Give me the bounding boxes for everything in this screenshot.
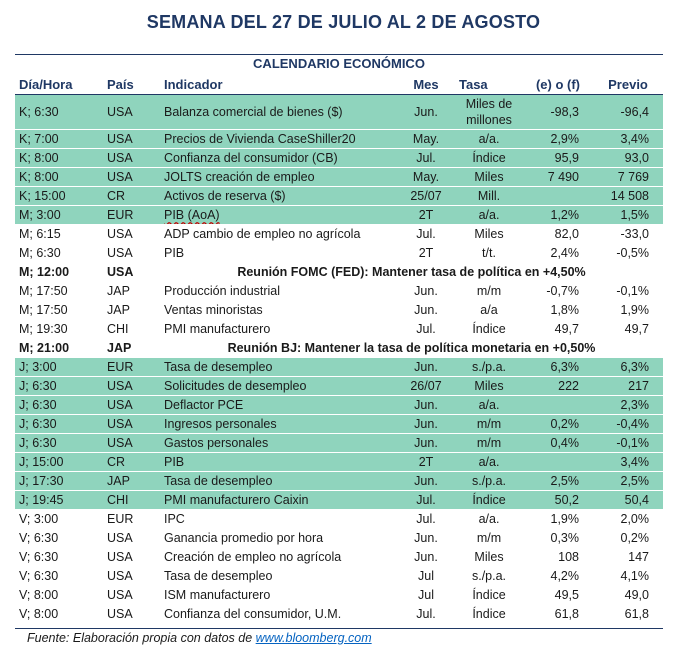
cell-mes: 2T — [397, 206, 455, 225]
cell-indicador: Creación de empleo no agrícola — [160, 548, 397, 567]
cell-dia: K; 6:30 — [15, 95, 103, 130]
cell-est: 108 — [523, 548, 593, 567]
cell-pais: CHI — [103, 320, 160, 339]
bottom-rule — [15, 628, 663, 629]
cell-indicador: PMI manufacturero Caixin — [160, 491, 397, 510]
cell-indicador: ISM manufacturero — [160, 586, 397, 605]
cell-mes: Jul — [397, 586, 455, 605]
cell-previo: -33,0 — [593, 225, 663, 244]
cell-pais: USA — [103, 529, 160, 548]
cell-indicador: Confianza del consumidor, U.M. — [160, 605, 397, 624]
cell-tasa: m/m — [455, 529, 523, 548]
cell-pais: CHI — [103, 491, 160, 510]
cell-mes: 25/07 — [397, 187, 455, 206]
table-row — [15, 358, 663, 377]
cell-est: 4,2% — [523, 567, 593, 586]
cell-mes: Jul — [397, 567, 455, 586]
cell-event: Reunión BJ: Mantener la tasa de política monetaria en +0,50% — [160, 339, 663, 358]
cell-est — [523, 396, 593, 415]
cell-previo: -96,4 — [593, 95, 663, 130]
cell-dia: V; 3:00 — [15, 510, 103, 529]
cell-mes: 2T — [397, 244, 455, 263]
cell-indicador: Solicitudes de desempleo — [160, 377, 397, 396]
cell-tasa: Miles — [455, 377, 523, 396]
cell-pais: EUR — [103, 206, 160, 225]
cell-dia: J; 19:45 — [15, 491, 103, 510]
table-row — [15, 396, 663, 415]
source-note — [27, 631, 372, 645]
cell-est: 6,3% — [523, 358, 593, 377]
cell-tasa: Miles — [455, 168, 523, 187]
cell-est: -0,7% — [523, 282, 593, 301]
cell-indicador: PMI manufacturero — [160, 320, 397, 339]
table-row — [15, 567, 663, 586]
cell-tasa: a/a. — [455, 510, 523, 529]
cell-mes: Jul. — [397, 149, 455, 168]
cell-mes: Jun. — [397, 434, 455, 453]
cell-previo: -0,5% — [593, 244, 663, 263]
source-link[interactable]: www.bloomberg.com — [255, 631, 372, 645]
cell-est: 2,9% — [523, 130, 593, 149]
cell-previo: 0,2% — [593, 529, 663, 548]
cell-pais: USA — [103, 586, 160, 605]
cell-dia: V; 6:30 — [15, 548, 103, 567]
table-row — [15, 301, 663, 320]
cell-est: 82,0 — [523, 225, 593, 244]
cell-mes: Jun. — [397, 548, 455, 567]
cell-event: Reunión FOMC (FED): Mantener tasa de política en +4,50% — [160, 263, 663, 282]
col-header-mes: Mes — [397, 74, 455, 95]
table-row — [15, 491, 663, 510]
cell-pais: EUR — [103, 358, 160, 377]
cell-pais: USA — [103, 244, 160, 263]
cell-indicador: Producción industrial — [160, 282, 397, 301]
cell-mes: Jun. — [397, 529, 455, 548]
cell-tasa: a/a. — [455, 453, 523, 472]
event-row — [15, 263, 663, 282]
table-row — [15, 510, 663, 529]
cell-mes: Jul. — [397, 510, 455, 529]
table-row — [15, 586, 663, 605]
cell-est: 95,9 — [523, 149, 593, 168]
cell-tasa: a/a — [455, 301, 523, 320]
top-rule — [15, 54, 663, 55]
cell-tasa: m/m — [455, 434, 523, 453]
cell-est: 1,8% — [523, 301, 593, 320]
table-row — [15, 529, 663, 548]
cell-dia: M; 21:00 — [15, 339, 103, 358]
cell-pais: USA — [103, 605, 160, 624]
col-header-est: (e) o (f) — [523, 74, 593, 95]
cell-indicador: Activos de reserva ($) — [160, 187, 397, 206]
cell-dia: M; 12:00 — [15, 263, 103, 282]
cell-dia: K; 15:00 — [15, 187, 103, 206]
cell-tasa: m/m — [455, 282, 523, 301]
cell-dia: K; 8:00 — [15, 149, 103, 168]
cell-tasa: Índice — [455, 320, 523, 339]
cell-previo: 217 — [593, 377, 663, 396]
cell-indicador: Ganancia promedio por hora — [160, 529, 397, 548]
cell-pais: JAP — [103, 472, 160, 491]
table-row — [15, 434, 663, 453]
cell-est: 0,4% — [523, 434, 593, 453]
cell-est: 49,7 — [523, 320, 593, 339]
table-row — [15, 130, 663, 149]
cell-tasa: s./p.a. — [455, 567, 523, 586]
cell-est: 49,5 — [523, 586, 593, 605]
cell-dia: V; 8:00 — [15, 605, 103, 624]
cell-est — [523, 453, 593, 472]
col-header-tasa: Tasa — [455, 74, 523, 95]
cell-est: 7 490 — [523, 168, 593, 187]
cell-indicador: Tasa de desempleo — [160, 472, 397, 491]
cell-previo: -0,1% — [593, 282, 663, 301]
cell-dia: M; 3:00 — [15, 206, 103, 225]
economic-calendar-table — [15, 74, 663, 624]
page-title: SEMANA DEL 27 DE JULIO AL 2 DE AGOSTO — [146, 12, 541, 32]
cell-pais: CR — [103, 453, 160, 472]
cell-est — [523, 187, 593, 206]
cell-mes: 26/07 — [397, 377, 455, 396]
cell-est: 61,8 — [523, 605, 593, 624]
cell-dia: K; 7:00 — [15, 130, 103, 149]
cell-pais: USA — [103, 396, 160, 415]
cell-mes: Jun. — [397, 301, 455, 320]
cell-mes: Jun. — [397, 472, 455, 491]
cell-dia: J; 17:30 — [15, 472, 103, 491]
cell-tasa: Índice — [455, 149, 523, 168]
cell-indicador: ADP cambio de empleo no agrícola — [160, 225, 397, 244]
cell-dia: J; 3:00 — [15, 358, 103, 377]
cell-est: 2,5% — [523, 472, 593, 491]
cell-mes: Jul. — [397, 491, 455, 510]
cell-dia: V; 6:30 — [15, 567, 103, 586]
cell-est: 50,2 — [523, 491, 593, 510]
cell-tasa: Índice — [455, 491, 523, 510]
cell-previo: 7 769 — [593, 168, 663, 187]
table-row — [15, 225, 663, 244]
cell-dia: M; 17:50 — [15, 301, 103, 320]
cell-mes: Jun. — [397, 95, 455, 130]
cell-est: 2,4% — [523, 244, 593, 263]
cell-previo: 2,5% — [593, 472, 663, 491]
cell-pais: EUR — [103, 510, 160, 529]
cell-pais: USA — [103, 168, 160, 187]
cell-pais: USA — [103, 225, 160, 244]
cell-pais: USA — [103, 415, 160, 434]
cell-est: 0,3% — [523, 529, 593, 548]
cell-mes: 2T — [397, 453, 455, 472]
table-row — [15, 95, 663, 130]
cell-pais: USA — [103, 95, 160, 130]
event-row — [15, 339, 663, 358]
cell-previo: 2,3% — [593, 396, 663, 415]
cell-previo: 93,0 — [593, 149, 663, 168]
table-row — [15, 282, 663, 301]
cell-tasa: s./p.a. — [455, 358, 523, 377]
cell-est: 222 — [523, 377, 593, 396]
cell-est: 1,9% — [523, 510, 593, 529]
cell-indicador: Balanza comercial de bienes ($) — [160, 95, 397, 130]
table-row — [15, 244, 663, 263]
cell-mes: Jul. — [397, 225, 455, 244]
cell-indicador: JOLTS creación de empleo — [160, 168, 397, 187]
cell-dia: J; 15:00 — [15, 453, 103, 472]
table-row — [15, 149, 663, 168]
cell-indicador: Tasa de desempleo — [160, 358, 397, 377]
col-header-indicador: Indicador — [160, 74, 397, 95]
cell-tasa: s./p.a. — [455, 472, 523, 491]
calendar-title: CALENDARIO ECONÓMICO — [253, 56, 425, 71]
col-header-dia: Día/Hora — [15, 74, 103, 95]
cell-pais: CR — [103, 187, 160, 206]
cell-dia: M; 6:30 — [15, 244, 103, 263]
cell-indicador: Confianza del consumidor (CB) — [160, 149, 397, 168]
cell-est: 0,2% — [523, 415, 593, 434]
table-row — [15, 377, 663, 396]
cell-mes: May. — [397, 130, 455, 149]
col-header-pais: País — [103, 74, 160, 95]
table-row — [15, 206, 663, 225]
cell-pais: JAP — [103, 282, 160, 301]
cell-dia: V; 8:00 — [15, 586, 103, 605]
table-row — [15, 187, 663, 206]
cell-mes: May. — [397, 168, 455, 187]
source-prefix: Fuente: Elaboración propia con datos de — [27, 631, 256, 645]
cell-indicador: PIB — [160, 453, 397, 472]
cell-dia: K; 8:00 — [15, 168, 103, 187]
cell-tasa: Índice — [455, 605, 523, 624]
table-row — [15, 320, 663, 339]
cell-dia: J; 6:30 — [15, 396, 103, 415]
cell-previo: -0,1% — [593, 434, 663, 453]
cell-previo: 6,3% — [593, 358, 663, 377]
cell-tasa: Miles — [455, 548, 523, 567]
cell-previo: 49,7 — [593, 320, 663, 339]
cell-previo: 147 — [593, 548, 663, 567]
cell-pais: USA — [103, 434, 160, 453]
cell-previo: 1,9% — [593, 301, 663, 320]
cell-indicador: PIB (AoA) — [160, 206, 397, 225]
cell-tasa: Miles — [455, 225, 523, 244]
cell-previo: 50,4 — [593, 491, 663, 510]
cell-mes: Jun. — [397, 282, 455, 301]
cell-indicador: Gastos personales — [160, 434, 397, 453]
cell-previo: 4,1% — [593, 567, 663, 586]
cell-dia: J; 6:30 — [15, 377, 103, 396]
cell-tasa: a/a. — [455, 130, 523, 149]
cell-pais: USA — [103, 377, 160, 396]
table-row — [15, 605, 663, 624]
cell-pais: JAP — [103, 301, 160, 320]
cell-indicador: IPC — [160, 510, 397, 529]
cell-tasa: Miles de millones — [455, 95, 523, 130]
table-row — [15, 548, 663, 567]
cell-est: -98,3 — [523, 95, 593, 130]
cell-dia: M; 17:50 — [15, 282, 103, 301]
cell-dia: V; 6:30 — [15, 529, 103, 548]
table-header-row — [15, 74, 663, 95]
cell-indicador: PIB — [160, 244, 397, 263]
cell-pais: USA — [103, 567, 160, 586]
cell-pais: USA — [103, 548, 160, 567]
table-row — [15, 168, 663, 187]
cell-previo: 61,8 — [593, 605, 663, 624]
cell-previo: 3,4% — [593, 130, 663, 149]
cell-est: 1,2% — [523, 206, 593, 225]
cell-dia: J; 6:30 — [15, 415, 103, 434]
cell-previo: 1,5% — [593, 206, 663, 225]
table-body — [15, 95, 663, 624]
cell-pais: USA — [103, 149, 160, 168]
cell-indicador: Ventas minoristas — [160, 301, 397, 320]
cell-tasa: Mill. — [455, 187, 523, 206]
cell-dia: M; 6:15 — [15, 225, 103, 244]
cell-tasa: m/m — [455, 415, 523, 434]
cell-previo: 2,0% — [593, 510, 663, 529]
cell-pais: JAP — [103, 339, 160, 358]
cell-mes: Jul. — [397, 605, 455, 624]
table-row — [15, 415, 663, 434]
cell-mes: Jun. — [397, 415, 455, 434]
cell-dia: M; 19:30 — [15, 320, 103, 339]
cell-mes: Jun. — [397, 358, 455, 377]
cell-tasa: Índice — [455, 586, 523, 605]
cell-indicador: Tasa de desempleo — [160, 567, 397, 586]
cell-previo: 3,4% — [593, 453, 663, 472]
cell-mes: Jun. — [397, 396, 455, 415]
cell-indicador: Precios de Vivienda CaseShiller20 — [160, 130, 397, 149]
table-row — [15, 472, 663, 491]
cell-previo: -0,4% — [593, 415, 663, 434]
col-header-previo: Previo — [593, 74, 663, 95]
cell-tasa: t/t. — [455, 244, 523, 263]
cell-pais: USA — [103, 130, 160, 149]
cell-mes: Jul. — [397, 320, 455, 339]
cell-previo: 49,0 — [593, 586, 663, 605]
table-row — [15, 453, 663, 472]
cell-tasa: a/a. — [455, 396, 523, 415]
cell-tasa: a/a. — [455, 206, 523, 225]
cell-indicador: Deflactor PCE — [160, 396, 397, 415]
cell-previo: 14 508 — [593, 187, 663, 206]
cell-dia: J; 6:30 — [15, 434, 103, 453]
cell-indicador: Ingresos personales — [160, 415, 397, 434]
cell-pais: USA — [103, 263, 160, 282]
